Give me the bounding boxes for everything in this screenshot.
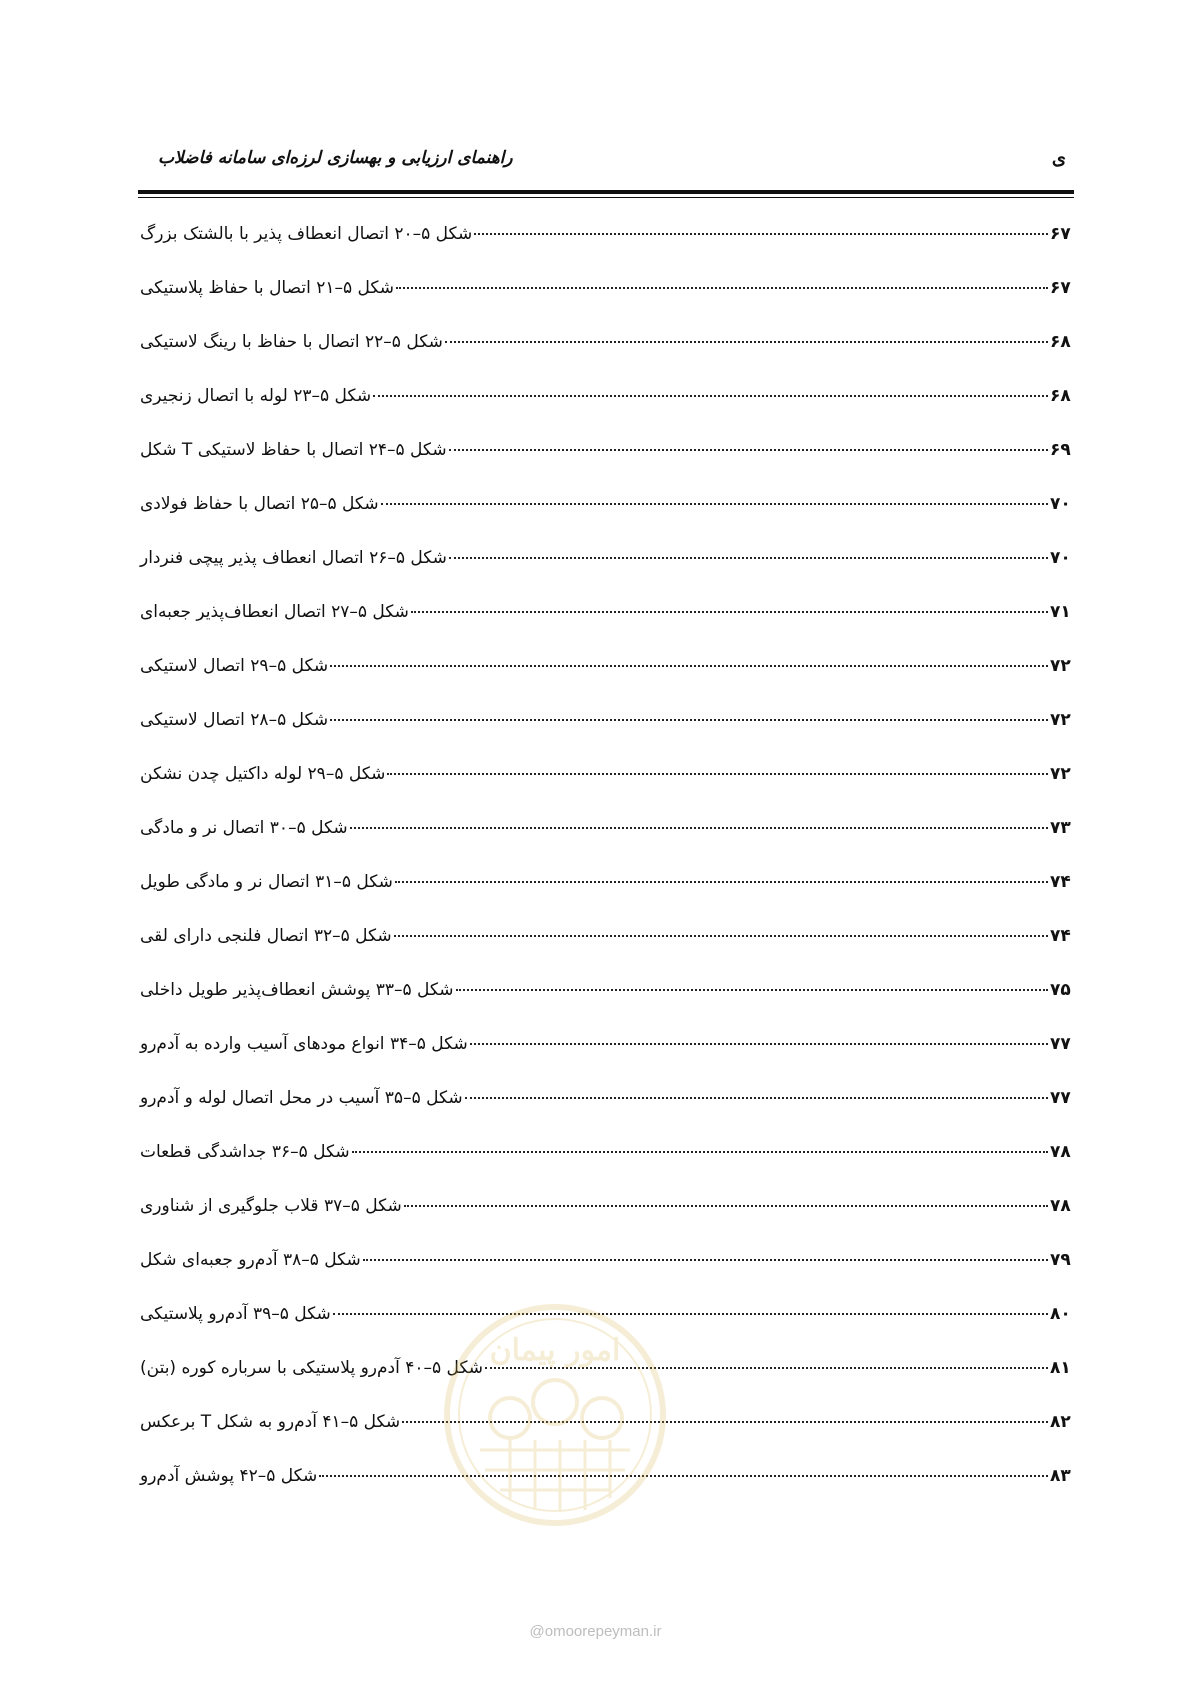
toc-entry-label: شکل ۵–۳۶ جداشدگی قطعات: [140, 1142, 350, 1162]
toc-entry[interactable]: [138, 332, 1074, 386]
dot-leader: [445, 340, 1048, 343]
dot-leader: [449, 448, 1048, 451]
toc-entry-page: ۸۲: [1050, 1412, 1071, 1432]
toc-entry[interactable]: [138, 440, 1074, 494]
watermark-logo-icon: [440, 1300, 670, 1530]
dot-leader: [449, 556, 1048, 559]
toc-entry[interactable]: [138, 656, 1074, 710]
toc-entry-label: شکل ۵–۳۱ اتصال نر و مادگی طویل: [140, 872, 393, 892]
dot-leader: [387, 772, 1048, 775]
running-title: راهنمای ارزیابی و بهسازی لرزه‌ای سامانه فاضلاب: [158, 148, 513, 168]
dot-leader: [474, 232, 1048, 235]
toc-entry[interactable]: [138, 926, 1074, 980]
toc-entry[interactable]: [138, 980, 1074, 1034]
toc-entry-page: ۷۵: [1050, 980, 1071, 1000]
dot-leader: [352, 1150, 1048, 1153]
toc-entry-page: ۷۹: [1050, 1250, 1071, 1270]
toc-entry-label: شکل ۵–۲۰ اتصال انعطاف پذیر با بالشتک بزرگ: [140, 224, 473, 244]
toc-entry-label: شکل ۵–۳۳ پوشش انعطاف‌پذیر طویل داخلی: [140, 980, 454, 1000]
toc-entry-page: ۷۷: [1050, 1034, 1071, 1054]
toc-entry-label: شکل ۵–۳۲ اتصال فلنجی دارای لقی: [140, 926, 392, 946]
page-number: ی: [1051, 148, 1066, 169]
toc-entry[interactable]: [138, 1088, 1074, 1142]
dot-leader: [319, 1474, 1048, 1477]
toc-entry[interactable]: [138, 710, 1074, 764]
dot-leader: [330, 718, 1048, 721]
toc-entry[interactable]: [138, 1142, 1074, 1196]
toc-entry-label: شکل ۵–۲۵ اتصال با حفاظ فولادی: [140, 494, 379, 514]
toc-entry-page: ۷۲: [1050, 710, 1071, 730]
toc-entry-label: شکل ۵–۳۸ آدم‌رو جعبه‌ای شکل: [140, 1250, 361, 1270]
dot-leader: [373, 394, 1048, 397]
toc-entry-label: شکل ۵–۳۷ قلاب جلوگیری از شناوری: [140, 1196, 402, 1216]
dot-leader: [456, 988, 1048, 991]
toc-entry[interactable]: [138, 1250, 1074, 1304]
toc-entry-label: شکل ۵–۲۶ اتصال انعطاف پذیر پیچی فنردار: [140, 548, 447, 568]
toc-entry-label: شکل ۵–۴۰ آدم‌رو پلاستیکی با سرباره کوره (بتن): [140, 1358, 484, 1378]
dot-leader: [363, 1258, 1048, 1261]
toc-entry-label: شکل ۵–۴۱ آدم‌رو به شکل T برعکس: [140, 1412, 401, 1432]
toc-entry-label: شکل ۵–۳۹ آدم‌رو پلاستیکی: [140, 1304, 331, 1324]
toc-entry[interactable]: [138, 818, 1074, 872]
toc-entry[interactable]: [138, 1034, 1074, 1088]
toc-entry-page: ۷۲: [1050, 764, 1071, 784]
toc-entry[interactable]: [138, 224, 1074, 278]
toc-entry-page: ۶۸: [1050, 386, 1071, 406]
toc-entry-page: ۶۹: [1050, 440, 1071, 460]
toc-entry[interactable]: [138, 602, 1074, 656]
dot-leader: [381, 502, 1048, 505]
header-rule-thick: [138, 190, 1074, 194]
toc-entry-page: ۷۴: [1050, 872, 1071, 892]
toc-entry-label: شکل ۵–۲۷ اتصال انعطاف‌پذیر جعبه‌ای: [140, 602, 409, 622]
header-rule-thin: [138, 197, 1074, 198]
toc-entry[interactable]: [138, 278, 1074, 332]
toc-entry-label: شکل ۵–۲۳ لوله با اتصال زنجیری: [140, 386, 372, 406]
toc-entry-label: شکل ۵–۳۵ آسیب در محل اتصال لوله و آدم‌رو: [140, 1088, 463, 1108]
dot-leader: [394, 934, 1048, 937]
toc-entry-label: شکل ۵–۴۲ پوشش آدم‌رو: [140, 1466, 318, 1486]
toc-entry-page: ۷۰: [1050, 548, 1071, 568]
toc-entry-page: ۶۸: [1050, 332, 1071, 352]
toc-entry-page: ۷۳: [1050, 818, 1071, 838]
toc-entry-page: ۷۰: [1050, 494, 1071, 514]
toc-entry[interactable]: [138, 548, 1074, 602]
toc-entry-page: ۷۸: [1050, 1196, 1071, 1216]
toc-entry-label: شکل ۵–۲۴ اتصال با حفاظ لاستیکی T شکل: [140, 440, 447, 460]
dot-leader: [470, 1042, 1048, 1045]
dot-leader: [396, 286, 1048, 289]
watermark-site: @omoorepeyman.ir: [529, 1623, 662, 1640]
dot-leader: [411, 610, 1048, 613]
toc-entry[interactable]: [138, 872, 1074, 926]
toc-entry-page: ۸۱: [1050, 1358, 1071, 1378]
toc-entry[interactable]: [138, 764, 1074, 818]
dot-leader: [465, 1096, 1048, 1099]
toc-entry-page: ۷۸: [1050, 1142, 1071, 1162]
dot-leader: [404, 1204, 1048, 1207]
toc-entry-label: شکل ۵–۲۲ اتصال با حفاظ با رینگ لاستیکی: [140, 332, 443, 352]
toc-entry-label: شکل ۵–۳۰ اتصال نر و مادگی: [140, 818, 348, 838]
page-header: [138, 140, 1074, 184]
dot-leader: [350, 826, 1048, 829]
toc-entry[interactable]: [138, 1196, 1074, 1250]
toc-entry-page: ۶۷: [1050, 224, 1071, 244]
toc-entry-label: شکل ۵–۳۴ انواع مودهای آسیب وارده به آدم‌رو: [140, 1034, 468, 1054]
toc-entry-page: ۷۲: [1050, 656, 1071, 676]
toc-entry[interactable]: [138, 494, 1074, 548]
toc-entry-page: ۷۷: [1050, 1088, 1071, 1108]
toc-entry-page: ۶۷: [1050, 278, 1071, 298]
toc-entry-page: ۷۱: [1050, 602, 1071, 622]
toc-entry[interactable]: [138, 386, 1074, 440]
toc-entry-page: ۷۴: [1050, 926, 1071, 946]
toc-entry-page: ۸۰: [1050, 1304, 1071, 1324]
dot-leader: [395, 880, 1048, 883]
toc-entry-label: شکل ۵–۲۱ اتصال با حفاظ پلاستیکی: [140, 278, 395, 298]
toc-entry-label: شکل ۵–۲۹ لوله داکتیل چدن نشکن: [140, 764, 386, 784]
toc-entry-page: ۸۳: [1050, 1466, 1071, 1486]
toc-entry-label: شکل ۵–۲۸ اتصال لاستیکی: [140, 710, 329, 730]
toc-entry-label: شکل ۵–۲۹ اتصال لاستیکی: [140, 656, 329, 676]
watermark-logo-text: امور پیمان: [489, 1333, 621, 1368]
dot-leader: [330, 664, 1048, 667]
